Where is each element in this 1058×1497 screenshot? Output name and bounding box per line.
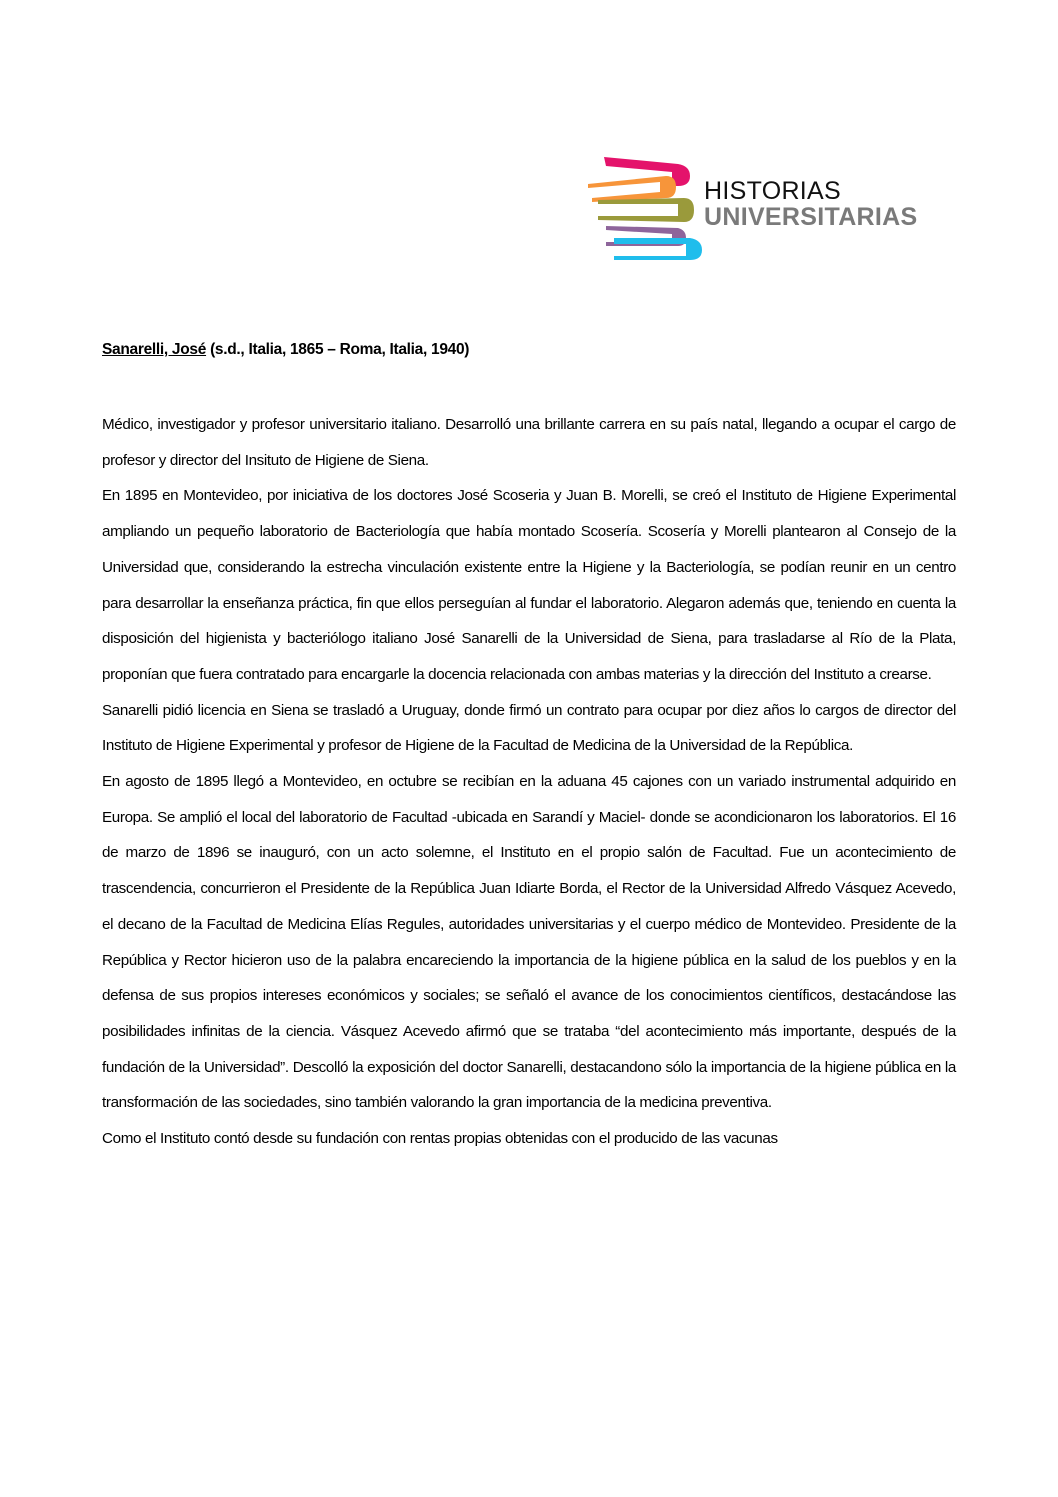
- entry-details: (s.d., Italia, 1865 – Roma, Italia, 1940): [206, 341, 470, 358]
- book-olive-icon: [598, 198, 694, 222]
- logo-text-universitarias: UNIVERSITARIAS: [704, 203, 918, 231]
- paragraph: En 1895 en Montevideo, por iniciativa de los doctores José Scoseria y Juan B. Morelli, se creó el Instituto de Higiene Experimental ampliando un pequeño laboratorio de Bacteriología que había montado Scosería. Scosería y Morelli plantearon al Consejo de la Universidad que, considerando la estrecha vinculación existente entre la Higiene y la Bacteriología, se podían reunir en un centro para desarrollar la enseñanza práctica, fin que ellos perseguían al fundar el laboratorio. Alegaron además que, teniendo en cuenta la disposición del higienista y bacteriólogo italiano José Sanarelli de la Universidad de Siena, para trasladarse al Río de la Plata, proponían que fuera contratado para encargarle la docencia relacionada con ambas materias y la dirección del Instituto a crearse.: [102, 487, 956, 683]
- books-stack-icon: [586, 150, 704, 260]
- paragraph: Como el Instituto contó desde su fundación con rentas propias obtenidas con el producido de las vacunas: [102, 1130, 778, 1148]
- biography-body: [102, 407, 956, 1157]
- logo-text-historias: HISTORIAS: [704, 177, 841, 205]
- book-cyan-icon: [614, 238, 702, 260]
- book-orange-icon: [588, 176, 676, 202]
- historias-universitarias-logo: [586, 150, 936, 260]
- paragraph: Médico, investigador y profesor universitario italiano. Desarrolló una brillante carrera en su país natal, llegando a ocupar el cargo de profesor y director del Insituto de Higiene de Siena.: [102, 416, 956, 469]
- entry-heading: [102, 341, 469, 359]
- paragraph: En agosto de 1895 llegó a Montevideo, en octubre se recibían en la aduana 45 cajones con un variado instrumental adquirido en Europa. Se amplió el local del laboratorio de Facultad -ubicada en Sarandí y Maciel- donde se acondicionaron los laboratorios. El 16 de marzo de 1896 se inauguró, con un acto solemne, el Instituto en el propio salón de Facultad. Fue un acontecimiento de trascendencia, concurrieron el Presidente de la República Juan Idiarte Borda, el Rector de la Universidad Alfredo Vásquez Acevedo, el decano de la Facultad de Medicina Elías Regules, autoridades universitarias y el cuerpo médico de Montevideo. Presidente de la República y Rector hicieron uso de la palabra encareciendo la importancia de la higiene pública en la salud de los pueblos y en la defensa de sus propios intereses económicos y sociales; se señaló el avance de los conocimientos científicos, destacándose las posibilidades infinitas de la ciencia. Vásquez Acevedo afirmó que se trataba “del acontecimiento más importante, después de la fundación de la Universidad”. Descolló la exposición del doctor Sanarelli, destacandono sólo la importancia de la higiene pública en la transformación de las sociedades, sino también valorando la gran importancia de la medicina preventiva.: [102, 773, 956, 1112]
- entry-name: Sanarelli, José: [102, 341, 207, 358]
- paragraph: Sanarelli pidió licencia en Siena se trasladó a Uruguay, donde firmó un contrato para ocupar por diez años lo cargos de director del Instituto de Higiene Experimental y profesor de Higiene de la Facultad de Medicina de la Universidad de la República.: [102, 701, 956, 755]
